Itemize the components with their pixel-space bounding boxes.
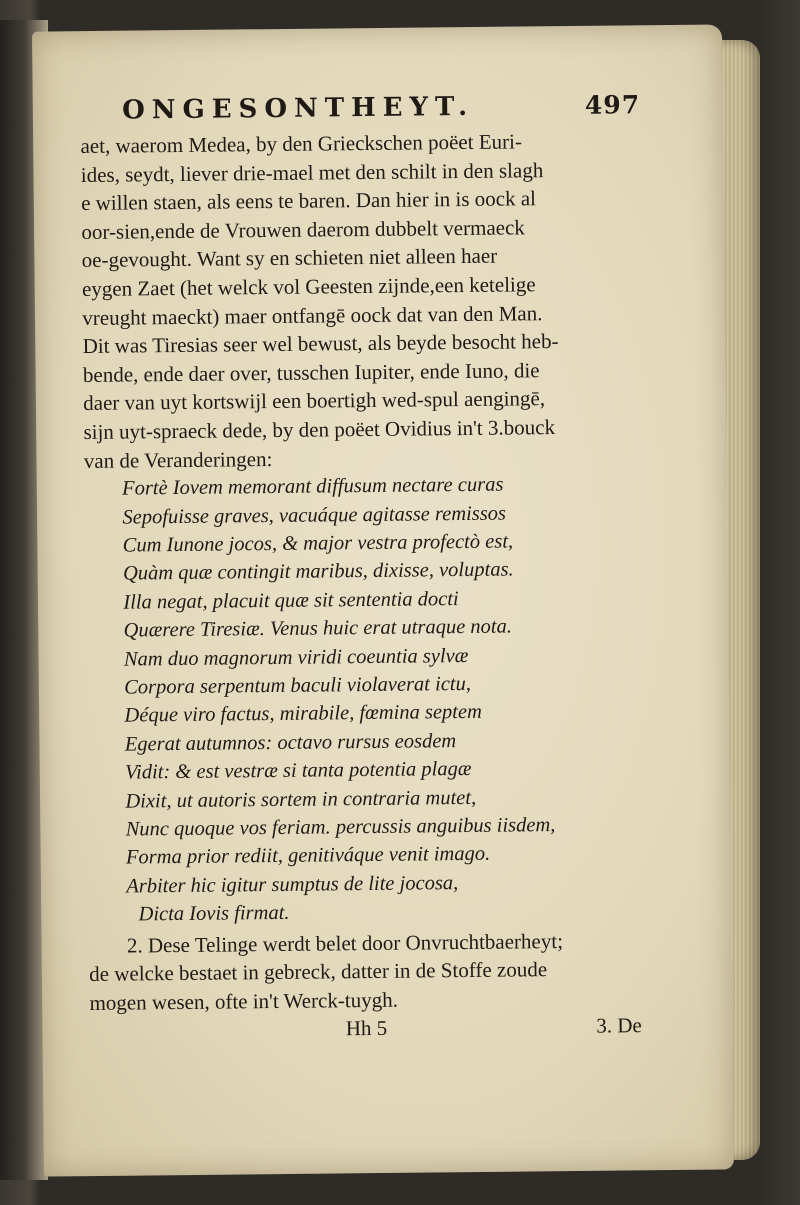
verse-line: Sepofuisse graves, vacuáque agitasse remissos bbox=[122, 502, 507, 529]
text-line: van de Veranderingen: bbox=[83, 446, 273, 473]
verse-line: Dixit, ut autoris sortem in contraria mutet, bbox=[125, 786, 477, 813]
verse-line: Vidit: & est vestræ si tanta potentia plagæ bbox=[124, 758, 472, 784]
prose-paragraph-2 bbox=[89, 926, 650, 1018]
text-line: 2. Dese Telinge werdt belet door Onvruchtbaerheyt; bbox=[126, 928, 564, 958]
verse-line: Déque viro factus, mirabile, fœmina septem bbox=[124, 701, 482, 727]
verse-line: Corpora serpentum baculi violaverat ictu, bbox=[124, 672, 472, 699]
text-line: oor-sien,ende de Vrouwen daerom dubbelt vermaeck bbox=[81, 215, 525, 244]
prose-paragraph-1 bbox=[80, 126, 644, 475]
verse-line: Arbiter hic igitur sumptus de lite jocosa, bbox=[126, 871, 459, 898]
page-text bbox=[80, 90, 650, 1044]
text-line: Dit was Tiresias seer wel bewust, als beyde besocht heb- bbox=[82, 329, 559, 359]
running-title: ONGESONTHEYT. bbox=[121, 91, 475, 126]
text-line: e willen staen, als eens te baren. Dan hier in is oock al bbox=[80, 186, 537, 216]
text-line: daer van uyt kortswijl een boertigh wed-spul aengingē, bbox=[83, 386, 546, 416]
text-line: ides, seydt, liever drie-mael met den schilt in den slagh bbox=[80, 157, 544, 187]
latin-verse bbox=[84, 469, 649, 929]
catchword: 3. De bbox=[596, 1013, 642, 1039]
text-line: oe-gevought. Want sy en schieten niet alleen haer bbox=[81, 244, 498, 273]
verse-line: Nam duo magnorum viridi coeuntia sylvæ bbox=[123, 644, 469, 671]
verse-line: Cum Iunone jocos, & major vestra profectò est, bbox=[122, 530, 514, 557]
text-line: bende, ende daer over, tusschen Iupiter, ende Iuno, die bbox=[82, 357, 540, 387]
verse-line: Nunc quoque vos feriam. percussis anguibus iisdem, bbox=[125, 814, 556, 841]
verse-line: Quærere Tiresiæ. Venus huic erat utraque nota. bbox=[123, 615, 513, 642]
page-number: 497 bbox=[584, 90, 641, 120]
verse-line: Quàm quæ contingit maribus, dixisse, voluptas. bbox=[122, 558, 514, 585]
verse-line: Forma prior rediit, genitiváque venit imago. bbox=[125, 843, 491, 869]
text-line: mogen wesen, ofte in't Werck-tuygh. bbox=[89, 987, 399, 1015]
verse-line: Fortè Iovem memorant diffusum nectare curas bbox=[121, 473, 504, 500]
text-line: aet, waerom Medea, by den Grieckschen poëet Euri- bbox=[80, 129, 523, 158]
verse-line: Egerat autumnos: octavo rursus eosdem bbox=[124, 729, 457, 756]
signature-mark: Hh 5 bbox=[345, 1016, 388, 1041]
text-line: de welcke bestaet in gebreck, datter in de Stoffe zoude bbox=[89, 957, 548, 987]
verse-line: Illa negat, placuit quæ sit sententia docti bbox=[123, 587, 459, 614]
verse-line: Dicta Iovis firmat. bbox=[138, 902, 290, 926]
text-line: eygen Zaet (het welck vol Geesten zijnde,een ketelige bbox=[81, 272, 536, 301]
text-line: vreught maeckt) maer ontfangē oock dat van den Man. bbox=[82, 300, 543, 330]
text-line: sijn uyt-spraeck dede, by den poëet Ovidius in't 3.bouck bbox=[83, 414, 556, 444]
running-header bbox=[80, 90, 640, 126]
